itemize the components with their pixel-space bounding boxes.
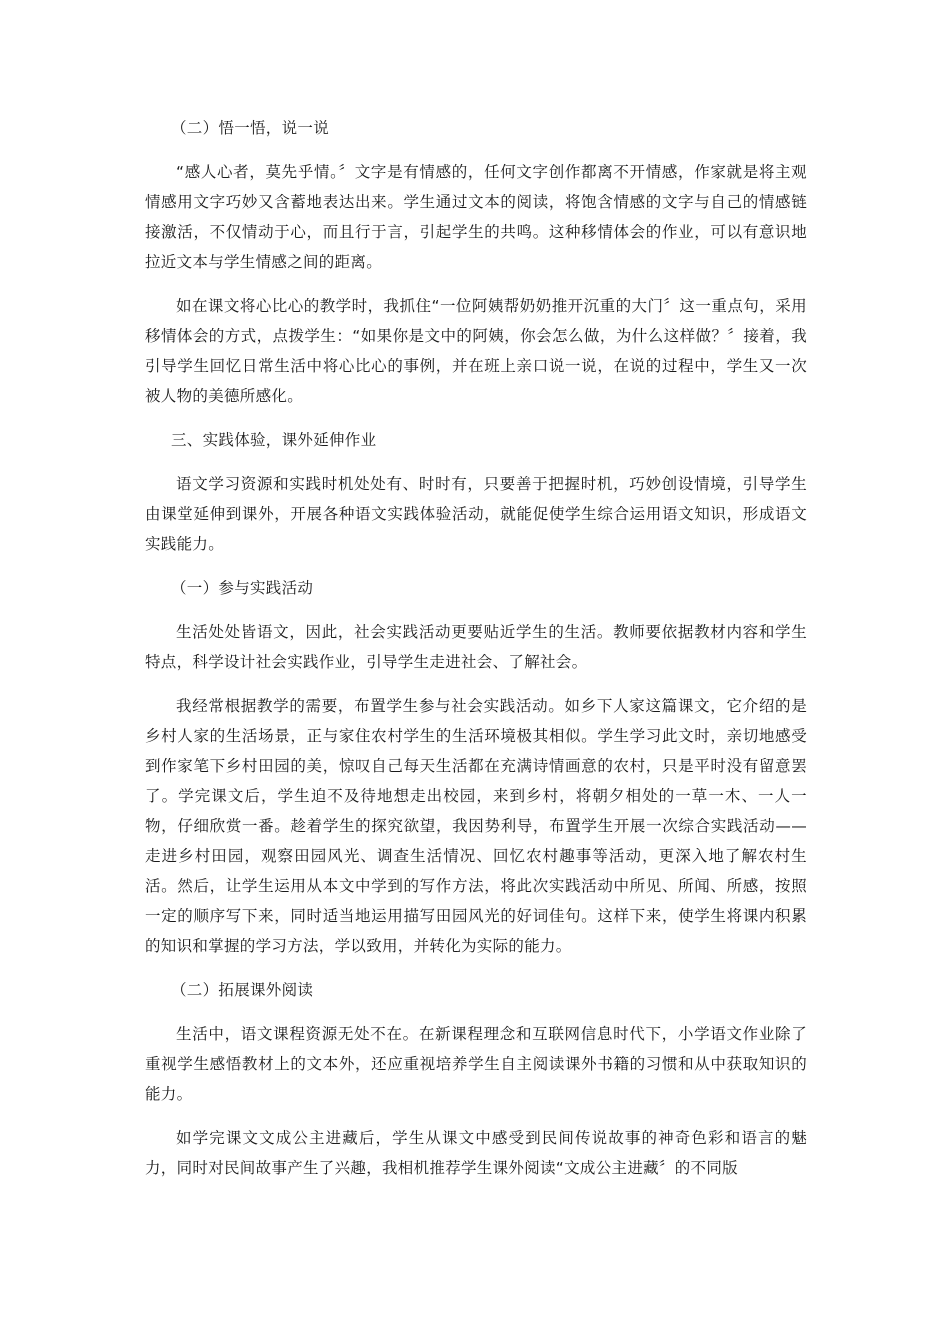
section-heading-wu-yi-wu: （二）悟一悟，说一说 (171, 119, 330, 137)
paragraph-jiang-xin-bi-xin: 如在课文将心比心的教学时，我抓住“一位阿姨帮奶奶推开沉重的大门〞这一重点句，采用移情体会的方式，点拨学生：“如果你是文中的阿姨，你会怎么做，为什么这样做？〞接着，我引导学生回忆日常生活中将心比心的事例，并在班上亲口说一说，在说的过程中，学生又一次被人物的美德所感化。 (145, 297, 807, 405)
paragraph-yu-wen-xue-xi: 语文学习资源和实践时机处处有、时时有，只要善于把握时机，巧妙创设情境，引导学生由课堂延伸到课外，开展各种语文实践体验活动，就能促使学生综合运用语文知识，形成语文实践能力。 (145, 475, 807, 553)
paragraph-wen-cheng-gong-zhu: 如学完课文文成公主进藏后，学生从课文中感受到民间传说故事的神奇色彩和语言的魅力，同时对民间故事产生了兴趣，我相机推荐学生课外阅读“文成公主进藏〞的不同版 (145, 1129, 807, 1177)
section-heading-tuo-zhan-yue-du: （二）拓展课外阅读 (171, 981, 314, 999)
paragraph-gan-ren-xin: “感人心者，莫先乎情。〞文字是有情感的，任何文字创作都离不开情感，作家就是将主观情感用文字巧妙又含蓄地表达出来。学生通过文本的阅读，将饱含情感的文字与自己的情感链接激活，不仅情动于心，而且行于言，引起学生的共鸣。这种移情体会的作业，可以有意识地拉近文本与学生情感之间的距离。 (145, 163, 807, 271)
section-heading-shi-jian-ti-yan: 三、实践体验，课外延伸作业 (171, 431, 377, 449)
paragraph-sheng-huo-chu-chu: 生活处处皆语文，因此，社会实践活动更要贴近学生的生活。教师要依据教材内容和学生特点，科学设计社会实践作业，引导学生走进社会、了解社会。 (145, 623, 807, 671)
document-body (145, 113, 807, 1183)
paragraph-xiang-xia-ren-jia: 我经常根据教学的需要，布置学生参与社会实践活动。如乡下人家这篇课文，它介绍的是乡村人家的生活场景，正与家住农村学生的生活环境极其相似。学生学习此文时，亲切地感受到作家笔下乡村田园的美，惊叹自己每天生活都在充满诗情画意的农村，只是平时没有留意罢了。学完课文后，学生迫不及待地想走出校园，来到乡村，将朝夕相处的一草一木、一人一物，仔细欣赏一番。趁着学生的探究欲望，我因势利导，布置学生开展一次综合实践活动——走进乡村田园，观察田园风光、调查生活情况、回忆农村趣事等活动，更深入地了解农村生活。然后，让学生运用从本文中学到的写作方法，将此次实践活动中所见、所闻、所感，按照一定的顺序写下来，同时适当地运用描写田园风光的好词佳句。这样下来，使学生将课内积累的知识和掌握的学习方法，学以致用，并转化为实际的能力。 (145, 697, 807, 955)
section-heading-can-yu-shi-jian: （一）参与实践活动 (171, 579, 314, 597)
paragraph-yu-wen-ke-cheng-zi-yuan: 生活中，语文课程资源无处不在。在新课程理念和互联网信息时代下，小学语文作业除了重视学生感悟教材上的文本外，还应重视培养学生自主阅读课外书籍的习惯和从中获取知识的能力。 (145, 1025, 807, 1103)
